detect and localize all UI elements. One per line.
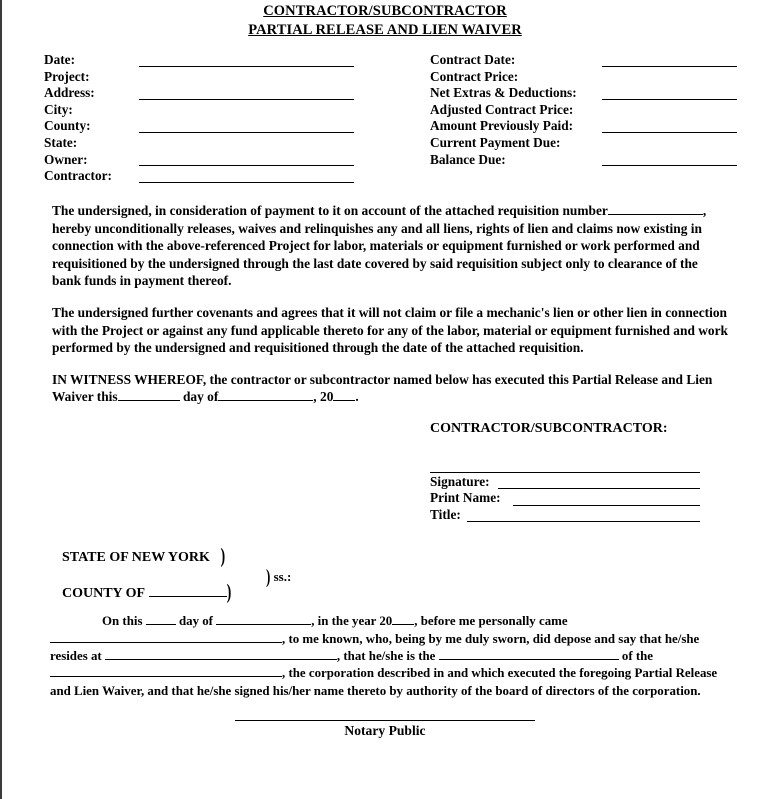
paragraph-witness [52,371,728,406]
input-notary-corporation[interactable] [50,676,282,677]
form-row-state [44,135,354,152]
title-line-1-text: CONTRACTOR/SUBCONTRACTOR [263,3,507,19]
input-requisition-number[interactable] [608,214,703,215]
notary-text-part-3: , in the year 20 [311,614,393,629]
input-title[interactable] [467,521,700,522]
form-row-amount-previously-paid [430,118,740,135]
form-row-address [44,85,354,102]
input-notary-office[interactable] [439,659,619,660]
label-date: Date: [44,52,76,67]
input-witness-day[interactable] [118,400,180,401]
form-row-current-payment-due [430,135,740,152]
paragraph-notary [50,613,728,700]
label-state: State: [44,134,78,150]
title-line-2-text: PARTIAL RELEASE AND LIEN WAIVER [248,22,522,38]
document-title [2,0,768,40]
label-net-extras-deductions: Net Extras & Deductions: [430,85,577,101]
venue-state-line [62,546,226,569]
label-current-payment-due: Current Payment Due: [430,134,561,150]
venue-ss-line [266,565,292,588]
print-name-row [430,490,730,506]
label-print-name: Print Name: [430,490,501,506]
form-row-city [44,102,354,119]
input-contract-date[interactable] [602,66,737,67]
label-owner: Owner: [44,151,88,167]
label-signature: Signature: [430,473,490,489]
input-company-name[interactable] [430,472,700,473]
input-notary-day[interactable] [146,624,176,625]
witness-text-part-3: , 20 [313,389,334,405]
form-row-contract-date [430,52,740,69]
form-column-right [430,52,740,168]
notary-text-part-4: , before me personally came [414,614,568,629]
input-print-name[interactable] [513,505,700,506]
signature-block [430,420,730,523]
venue-block [62,546,768,605]
label-city: City: [44,101,73,117]
witness-text-part-4: . [355,389,359,405]
label-balance-due: Balance Due: [430,151,506,167]
input-venue-county[interactable] [149,596,227,597]
input-date[interactable] [139,66,354,67]
venue-paren-mid: ) [266,565,271,588]
input-balance-due[interactable] [602,165,737,166]
form-row-contract-price [430,69,740,86]
input-signature[interactable] [498,488,700,489]
form-row-owner [44,152,354,169]
input-notary-person-name[interactable] [50,642,282,643]
paragraph-release [52,202,728,290]
body-text-section [52,202,728,406]
notary-text-part-2: day of [178,614,213,629]
notary-acknowledgment-section [50,613,728,700]
input-witness-month[interactable] [218,400,313,401]
notary-text-part-6: , that he/she is the [336,648,436,663]
venue-paren-bottom: ) [226,582,232,605]
venue-state-text: STATE OF NEW YORK [62,550,210,566]
label-contractor: Contractor: [44,168,112,184]
paragraph-covenant: The undersigned further covenants and agrees that it will not claim or file a mechanic's lien or other lien in connection with the Project or against any fund applicable thereto for any of the labor, material or equipment furnished and work performed by the undersigned and requisitioned through the date of the attached requisition. [52,304,728,356]
label-county: County: [44,118,91,134]
input-notary-month[interactable] [216,624,311,625]
form-row-net-extras [430,85,740,102]
form-row-county [44,118,354,135]
input-owner[interactable] [139,165,354,166]
form-fields-section [2,52,768,202]
label-project: Project: [44,68,90,84]
notary-text-part-7: of the [621,648,654,663]
notary-text-part-8: , the corporation described in and which executed the foregoing Partial Release and Lien Waiver, and that he/she signed his/her name thereto by authority of the board of directors of the corporation. [50,666,718,698]
input-county[interactable] [139,132,354,133]
witness-text-part-1: IN WITNESS WHEREOF, the contractor or subcontractor named below has executed this Partial Release and Lien Waiver this [52,371,713,405]
label-adjusted-contract-price: Adjusted Contract Price: [430,101,574,117]
input-net-extras-deductions[interactable] [602,99,737,100]
venue-ss-text: ss.: [273,569,292,585]
label-notary-public: Notary Public [344,723,426,739]
label-amount-previously-paid: Amount Previously Paid: [430,118,574,134]
venue-paren-top: ) [220,546,226,569]
form-row-date [44,52,354,69]
venue-county-line [62,582,232,605]
input-address[interactable] [139,99,354,100]
title-line-2 [2,21,768,40]
form-column-left [44,52,354,185]
input-witness-year[interactable] [333,400,355,401]
input-contractor[interactable] [139,182,354,183]
input-notary-year[interactable] [392,624,414,625]
input-amount-previously-paid[interactable] [602,132,737,133]
witness-text-part-2: day of [182,389,219,405]
label-contract-price: Contract Price: [430,68,519,84]
signature-block-heading: CONTRACTOR/SUBCONTRACTOR: [430,420,668,436]
form-row-contractor [44,168,354,185]
release-text-part-1: The undersigned, in consideration of payment to it on account of the attached requisition number [52,203,608,218]
venue-county-label: COUNTY OF [62,586,146,602]
signature-row [430,474,730,490]
notary-public-signature-block [2,720,768,739]
label-title: Title: [430,506,461,522]
notary-text-part-5: , to me known, who, being by me duly sworn, did depose and say that he/she resides at [50,631,700,663]
form-row-project [44,69,354,86]
release-text-part-2: , hereby unconditionally releases, waives and relinquishes any and all liens, rights of lien and claims now existing in connection with the above-referenced Project for labor, materials or equipment furnished or work performed and requisitioned by the undersigned through the last date covered by said requisition subject only to clearance of the bank funds in payment thereof. [52,203,707,289]
input-notary-public-signature[interactable] [235,720,535,721]
form-row-adjusted-contract-price [430,102,740,119]
input-notary-residence[interactable] [105,659,337,660]
label-contract-date: Contract Date: [430,52,516,67]
title-row [430,507,730,523]
form-row-balance-due [430,152,740,169]
title-line-1 [2,2,768,21]
notary-text-part-1: On this [102,614,143,629]
label-address: Address: [44,85,95,101]
